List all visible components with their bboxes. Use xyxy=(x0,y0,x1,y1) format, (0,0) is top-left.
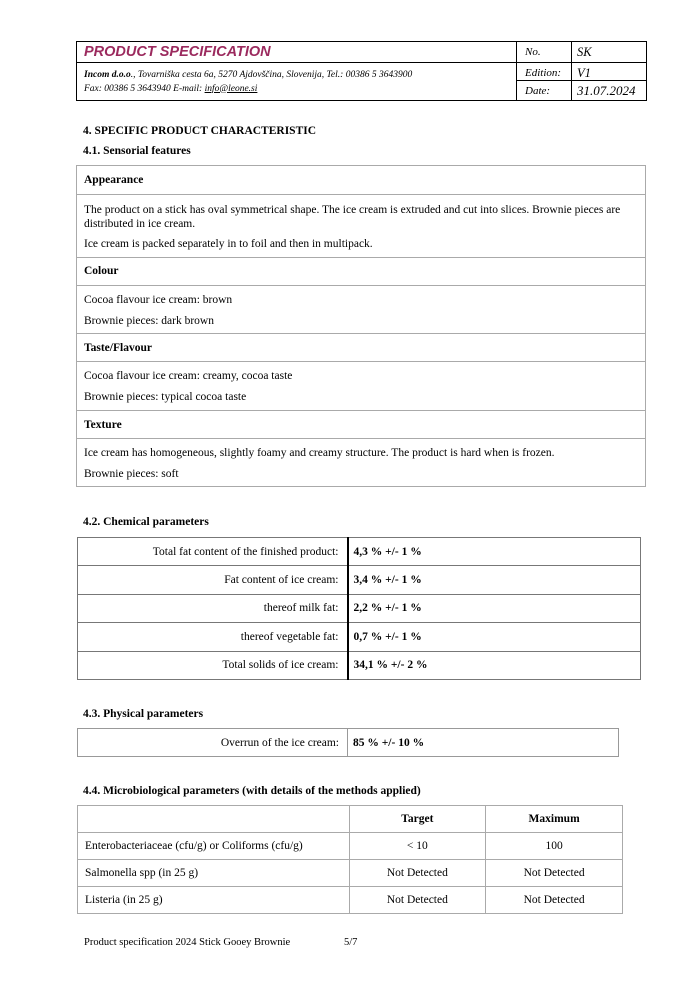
colour-line: Brownie pieces: dark brown xyxy=(84,314,214,327)
table-row xyxy=(78,594,641,622)
param-label: Total fat content of the finished product: xyxy=(78,538,348,566)
texture-line: Brownie pieces: soft xyxy=(84,467,179,480)
texture-content xyxy=(77,438,645,486)
texture-line: Ice cream has homogeneous, slightly foamy and creamy structure. The product is hard when is frozen. xyxy=(84,447,555,459)
taste-heading: Taste/Flavour xyxy=(77,333,645,361)
taste-line: Brownie pieces: typical cocoa taste xyxy=(84,390,247,403)
table-row xyxy=(78,538,641,566)
micro-name: Enterobacteriaceae (cfu/g) or Coliforms (cfu/g) xyxy=(78,833,350,860)
header-values xyxy=(572,42,646,100)
colour-content xyxy=(77,285,645,333)
footer-document-name: Product specification 2024 Stick Gooey Brownie xyxy=(84,937,291,948)
sensorial-table xyxy=(76,165,646,487)
no-label: No. xyxy=(517,42,571,63)
table-row xyxy=(78,623,641,651)
table-header-row xyxy=(78,806,623,833)
section-4-4-title: 4.4. Microbiological parameters (with details of the methods applied) xyxy=(83,785,421,797)
header-left xyxy=(77,42,517,100)
appearance-line: Ice cream is packed separately in to foil and then in multipack. xyxy=(84,238,373,250)
section-4-2-title: 4.2. Chemical parameters xyxy=(83,516,209,528)
column-header-maximum: Maximum xyxy=(486,806,623,833)
table-row xyxy=(78,887,623,914)
micro-max: Not Detected xyxy=(486,887,623,914)
param-value: 2,2 % +/- 1 % xyxy=(348,594,641,622)
page-number: 5/7 xyxy=(344,937,358,948)
document-header xyxy=(76,41,647,101)
company-address xyxy=(84,69,412,96)
section-4-1-title: 4.1. Sensorial features xyxy=(83,145,191,157)
column-header xyxy=(78,806,350,833)
appearance-line: The product on a stick has oval symmetrical shape. The ice cream is extruded and cut into slices. Brownie pieces are distributed in ice cream. xyxy=(84,204,621,230)
section-4-3-title: 4.3. Physical parameters xyxy=(83,708,204,720)
micro-max: Not Detected xyxy=(486,860,623,887)
table-row xyxy=(78,860,623,887)
param-label: Overrun of the ice cream: xyxy=(78,729,348,757)
table-row xyxy=(78,651,641,679)
microbiological-table xyxy=(77,805,623,914)
texture-heading: Texture xyxy=(77,410,645,438)
document-title: PRODUCT SPECIFICATION xyxy=(77,42,517,63)
address-line: ., Tovarniška cesta 6a, 5270 Ajdovščina, Slovenija, Tel.: 00386 5 3643900 xyxy=(130,70,413,80)
section-4-title: 4. SPECIFIC PRODUCT CHARACTERISTIC xyxy=(83,125,317,137)
physical-parameters-table xyxy=(77,728,619,757)
table-row xyxy=(78,729,619,757)
taste-line: Cocoa flavour ice cream: creamy, cocoa taste xyxy=(84,370,293,382)
param-value: 0,7 % +/- 1 % xyxy=(348,623,641,651)
fax-line: Fax: 00386 5 3643940 E-mail: xyxy=(84,83,205,94)
colour-line: Cocoa flavour ice cream: brown xyxy=(84,294,233,306)
page-footer xyxy=(84,937,358,948)
appearance-content xyxy=(77,194,645,257)
chemical-parameters-table xyxy=(77,537,641,680)
appearance-heading: Appearance xyxy=(84,174,144,186)
param-value: 85 % +/- 10 % xyxy=(348,729,619,757)
micro-target: Not Detected xyxy=(349,887,486,914)
header-labels xyxy=(517,42,572,100)
edition-value: V1 xyxy=(572,63,646,81)
param-value: 4,3 % +/- 1 % xyxy=(348,538,641,566)
company-name: Incom d.o.o xyxy=(84,70,131,80)
micro-target: Not Detected xyxy=(349,860,486,887)
param-value: 34,1 % +/- 2 % xyxy=(348,651,641,679)
column-header-target: Target xyxy=(349,806,486,833)
micro-name: Salmonella spp (in 25 g) xyxy=(78,860,350,887)
date-value: 31.07.2024 xyxy=(577,83,636,98)
param-label: Fat content of ice cream: xyxy=(78,566,348,594)
param-value: 3,4 % +/- 1 % xyxy=(348,566,641,594)
taste-content xyxy=(77,361,645,410)
no-value: SK xyxy=(572,42,646,63)
micro-max: 100 xyxy=(486,833,623,860)
edition-label: Edition: xyxy=(517,63,571,81)
email-link[interactable]: info@leone.si xyxy=(204,83,258,94)
param-label: thereof vegetable fat: xyxy=(78,623,348,651)
micro-name: Listeria (in 25 g) xyxy=(78,887,350,914)
param-label: thereof milk fat: xyxy=(78,594,348,622)
colour-heading: Colour xyxy=(77,257,645,285)
table-row xyxy=(78,833,623,860)
table-row xyxy=(78,566,641,594)
date-label: Date: xyxy=(525,85,551,97)
micro-target: < 10 xyxy=(349,833,486,860)
param-label: Total solids of ice cream: xyxy=(78,651,348,679)
